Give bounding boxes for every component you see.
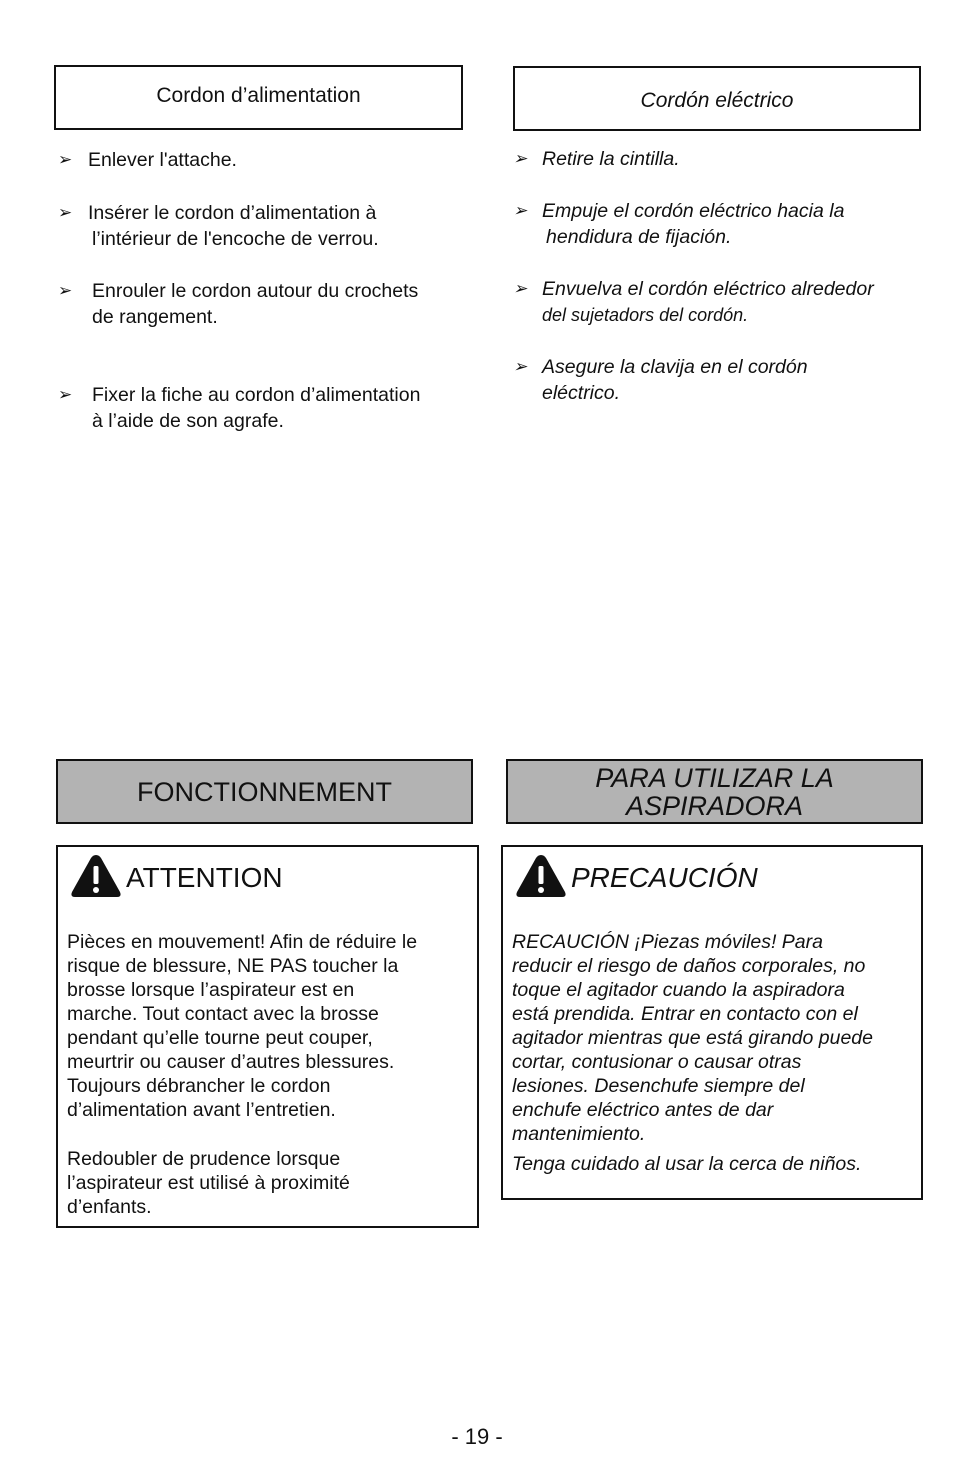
fr-warning-para-2 <box>67 1147 469 1219</box>
arrow-icon: ➢ <box>513 149 528 168</box>
text-line: pendant qu’elle tourne peut couper, <box>67 1027 373 1049</box>
text-line: brosse lorsque l’aspirateur est en <box>67 979 355 1001</box>
es-warning-label: PRECAUCIÓN <box>571 862 758 893</box>
text-line: lesiones. Desenchufe siempre del <box>512 1075 805 1097</box>
es-warning-box <box>501 845 923 1200</box>
text-line: d’enfants. <box>67 1196 152 1218</box>
es-step-4-line-1: Asegure la clavija en el cordón <box>542 356 808 378</box>
es-step-3-line-2: del sujetadors del cordón. <box>542 305 749 325</box>
fr-step-1-line-1: Enlever l'attache. <box>88 149 237 171</box>
arrow-icon: ➢ <box>58 203 73 222</box>
arrow-icon: ➢ <box>513 357 528 376</box>
text-line: meurtrir ou causer d’autres blessures. <box>67 1051 395 1073</box>
arrow-icon: ➢ <box>58 385 73 404</box>
arrow-icon: ➢ <box>58 281 73 300</box>
warning-triangle-icon <box>70 853 122 904</box>
es-warning-para-2 <box>512 1152 913 1176</box>
fr-step-2-line-2: l’intérieur de l'encoche de verrou. <box>92 228 379 250</box>
es-step-2-line-1: Empuje el cordón eléctrico hacia la <box>542 200 845 222</box>
fr-cord-heading-box <box>54 65 463 130</box>
es-step-2-line-2: hendidura de fijación. <box>546 226 732 248</box>
fr-warning-header <box>70 853 283 903</box>
fr-step-2-line-1: Insérer le cordon d’alimentation à <box>88 202 377 224</box>
text-line: cortar, contusionar o causar otras <box>512 1051 802 1073</box>
fr-step-3-line-1: Enrouler le cordon autour du crochets <box>92 280 419 302</box>
es-cord-heading-box <box>513 66 921 131</box>
es-section-title-line-1: PARA UTILIZAR LA <box>595 762 834 793</box>
es-step-4-line-2: eléctrico. <box>542 382 621 404</box>
es-step-1-line-1: Retire la cintilla. <box>542 148 680 170</box>
page-number: - 19 - <box>451 1424 503 1449</box>
fr-step-4-line-1: Fixer la fiche au cordon d’alimentation <box>92 384 421 406</box>
text-line: Toujours débrancher le cordon <box>67 1075 331 1097</box>
text-line: risque de blessure, NE PAS toucher la <box>67 955 399 977</box>
warning-triangle-icon <box>515 853 567 904</box>
es-warning-para-1 <box>512 930 913 1146</box>
text-line: toque el agitador cuando la aspiradora <box>512 979 845 1001</box>
es-cord-heading: Cordón eléctrico <box>640 88 794 112</box>
es-section-title-line-2: ASPIRADORA <box>625 790 804 821</box>
fr-warning-label: ATTENTION <box>126 862 283 893</box>
text-line: reducir el riesgo de daños corporales, no <box>512 955 866 977</box>
arrow-icon: ➢ <box>513 279 528 298</box>
fr-section-title: FONCTIONNEMENT <box>137 776 392 807</box>
es-section-bar <box>506 759 923 824</box>
text-line: enchufe eléctrico antes de dar <box>512 1099 774 1121</box>
fr-section-bar <box>56 759 473 824</box>
text-line: RECAUCIÓN ¡Piezas móviles! Para <box>512 931 823 953</box>
text-line: Tenga cuidado al usar la cerca de niños. <box>512 1153 862 1175</box>
fr-step-3-line-2: de rangement. <box>92 306 218 328</box>
fr-steps <box>58 147 468 447</box>
fr-cord-heading: Cordon d’alimentation <box>156 83 361 107</box>
text-line: d’alimentation avant l’entretien. <box>67 1099 336 1121</box>
es-steps <box>513 146 928 416</box>
es-warning-header <box>515 853 758 903</box>
es-step-3-line-1: Envuelva el cordón eléctrico alrededor <box>542 278 874 300</box>
text-line: l’aspirateur est utilisé à proximité <box>67 1172 350 1194</box>
text-line: marche. Tout contact avec la brosse <box>67 1003 379 1025</box>
fr-step-4-line-2: à l’aide de son agrafe. <box>92 410 284 432</box>
text-line: está prendida. Entrar en contacto con el <box>512 1003 858 1025</box>
text-line: agitador mientras que está girando puede <box>512 1027 873 1049</box>
fr-warning-para-1 <box>67 930 469 1122</box>
text-line: mantenimiento. <box>512 1123 646 1145</box>
text-line: Redoubler de prudence lorsque <box>67 1148 341 1170</box>
arrow-icon: ➢ <box>58 150 73 169</box>
fr-warning-box <box>56 845 479 1228</box>
text-line: Pièces en mouvement! Afin de réduire le <box>67 931 418 953</box>
arrow-icon: ➢ <box>513 201 528 220</box>
